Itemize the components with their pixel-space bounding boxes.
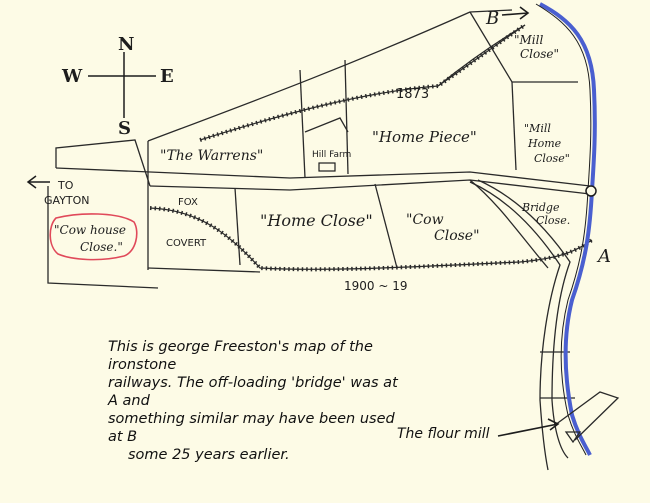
to-gayton-line2: GAYTON [44,194,90,207]
caption-line-4: some 25 years earlier. [128,447,290,463]
boundary-north-1 [300,70,305,178]
off-loading-bridge-a [586,186,596,196]
home-piece-label: "Home Piece" [372,128,477,146]
compass-rose [88,52,156,118]
covert-label: COVERT [166,238,207,249]
map-caption [108,338,408,464]
caption-line-3: something similar may have been used at B [108,411,395,445]
bridge-close-line1: Bridge [522,201,560,214]
caption-line-1: This is george Freeston's map of the ironstone [108,339,373,373]
railway-1873 [200,25,525,140]
cow-close-line1: "Cow [406,212,444,228]
fox-label: FOX [178,197,198,208]
boundary-south [148,268,260,272]
to-gayton-arrow [28,176,50,188]
mill-home-close-line1: "Mill [524,122,551,135]
flour-mill-label: The flour mill [397,426,490,442]
road-south-edge [150,180,590,194]
point-a-label: A [598,246,611,267]
compass-east: E [160,66,174,87]
year-1873: 1873 [396,87,430,102]
mill-home-close-line2: Home [528,137,562,150]
compass-north: N [118,34,135,55]
compass-west: W [62,66,83,87]
boundary-home-piece [512,82,516,170]
flour-mill-arrow [498,419,558,436]
boundary-cow-close [375,184,397,268]
mill-close-top-line2: Close" [520,47,560,61]
home-close-label: "Home Close" [260,211,373,230]
cow-close-line2: Close" [434,228,480,244]
hill-farm-label: Hill Farm [312,150,352,160]
cow-house-close-line1: "Cow house [54,223,126,237]
compass-south: S [118,118,131,139]
years-1900-19: 1900 ~ 19 [344,279,408,293]
boundary-home-close [235,188,240,265]
railway-1873-spine [200,25,525,140]
point-b-arrow [502,7,528,19]
hill-farm-building [319,163,335,171]
cow-house-close-line2: Close." [80,240,123,254]
bridge-close-line2: Close. [536,214,571,227]
the-warrens-label: "The Warrens" [160,148,264,164]
mill-home-close-line3: Close" [534,152,570,165]
boundary-hill-farm [305,118,348,132]
point-b-label: B [486,8,500,29]
river [540,4,595,455]
caption-line-2: railways. The off-loading 'bridge' was at A and [108,375,398,409]
mill-close-top-line1: "Mill [514,33,544,47]
to-gayton-line1: TO [58,179,74,192]
